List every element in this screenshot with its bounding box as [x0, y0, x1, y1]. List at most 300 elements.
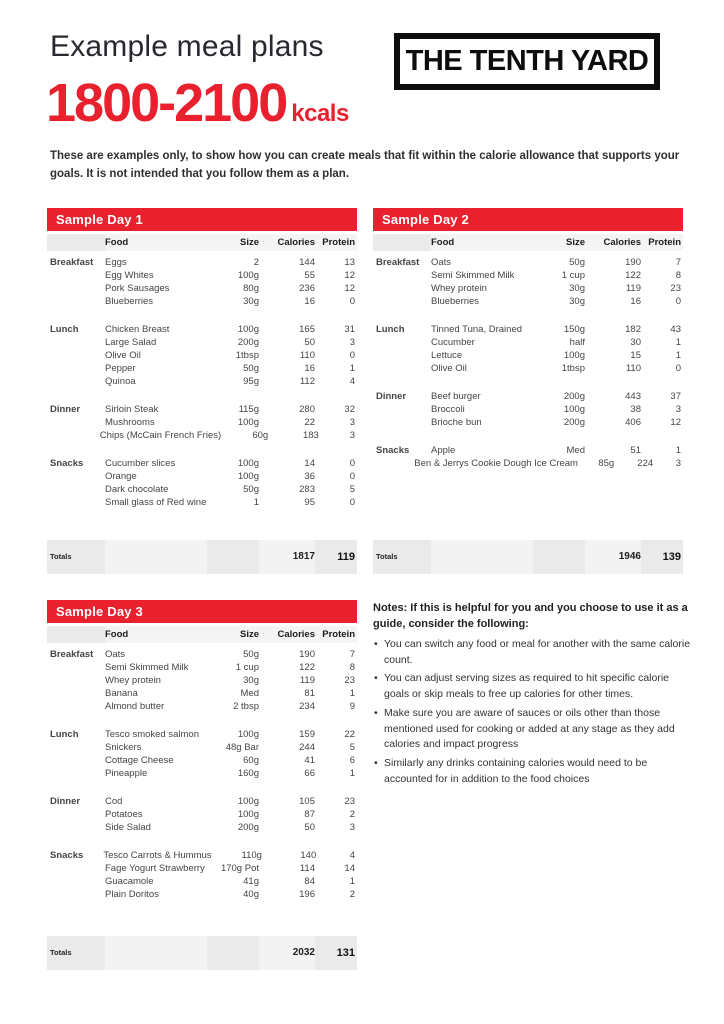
food-cell: Egg Whites: [105, 270, 154, 281]
protein-cell: 12: [344, 270, 355, 281]
calories-cell: 105: [299, 796, 315, 807]
table-row: [373, 282, 683, 295]
table-header-row: [373, 234, 683, 251]
calories-cell: 406: [625, 417, 641, 428]
meal-label: Snacks: [50, 458, 84, 469]
day-title: Sample Day 1: [56, 212, 143, 227]
table-row: [373, 390, 683, 403]
totals-row: [47, 936, 357, 970]
size-cell: 30g: [243, 675, 259, 686]
notes-list: [373, 637, 695, 788]
size-cell: Med: [240, 688, 259, 699]
table-row: [373, 323, 683, 336]
size-cell: 48g Bar: [225, 742, 259, 753]
food-cell: Semi Skimmed Milk: [105, 662, 189, 673]
protein-cell: 4: [349, 850, 355, 861]
food-cell: Whey protein: [105, 675, 161, 686]
meal-section: [373, 323, 683, 375]
sample-day-3-table: [47, 600, 357, 980]
table-row: [47, 754, 357, 767]
calories-cell: 110: [625, 363, 641, 374]
protein-cell: 7: [675, 257, 681, 268]
size-cell: 50g: [243, 649, 259, 660]
calories-cell: 22: [304, 417, 315, 428]
size-cell: 100g: [237, 796, 259, 807]
table-row: [47, 767, 357, 780]
food-cell: Olive Oil: [431, 363, 467, 374]
size-cell: 50g: [569, 257, 585, 268]
calories-cell: 55: [304, 270, 315, 281]
food-cell: Chicken Breast: [105, 324, 170, 335]
table-row: [47, 875, 357, 888]
calories-cell: 122: [299, 662, 315, 673]
food-cell: Quinoa: [105, 376, 136, 387]
protein-cell: 14: [344, 863, 355, 874]
table-row: [47, 728, 357, 741]
calories-cell: 244: [299, 742, 315, 753]
food-cell: Pineapple: [105, 768, 148, 779]
kcal-unit: kcals: [291, 100, 349, 127]
size-column-header: Size: [239, 237, 259, 248]
food-cell: Cucumber: [431, 337, 475, 348]
size-cell: 100g: [237, 417, 259, 428]
totals-spacer: [533, 540, 585, 574]
meal-label: Dinner: [50, 404, 81, 415]
meal-label: Breakfast: [50, 257, 94, 268]
size-cell: 30g: [569, 296, 585, 307]
size-cell: 1tbsp: [235, 350, 259, 361]
protein-cell: 13: [344, 257, 355, 268]
food-cell: Sirloin Steak: [105, 404, 159, 415]
sample-day-2-table: [373, 208, 683, 588]
protein-cell: 31: [344, 324, 355, 335]
meal-section: [47, 256, 357, 308]
protein-cell: 4: [349, 376, 355, 387]
meal-column-header: [47, 234, 105, 251]
totals-calories: 2032: [259, 936, 315, 970]
table-row: [47, 687, 357, 700]
totals-spacer: [207, 936, 259, 970]
protein-column-header: Protein: [648, 237, 681, 248]
protein-cell: 1: [349, 768, 355, 779]
day-title: Sample Day 2: [382, 212, 469, 227]
food-cell: Orange: [105, 471, 137, 482]
protein-cell: 2: [349, 889, 355, 900]
food-cell: Pork Sausages: [105, 283, 170, 294]
meal-section: [373, 444, 683, 470]
protein-cell: 37: [670, 391, 681, 402]
size-cell: 100g: [563, 404, 585, 415]
protein-cell: 9: [349, 701, 355, 712]
protein-cell: 23: [670, 283, 681, 294]
totals-protein: 139: [641, 540, 683, 574]
table-row: [47, 821, 357, 834]
food-cell: Side Salad: [105, 822, 151, 833]
table-row: [373, 336, 683, 349]
food-cell: Brioche bun: [431, 417, 482, 428]
food-cell: Oats: [431, 257, 452, 268]
size-cell: 100g: [237, 471, 259, 482]
calories-cell: 283: [299, 484, 315, 495]
table-row: [47, 282, 357, 295]
meal-section: [47, 728, 357, 780]
protein-cell: 22: [344, 729, 355, 740]
table-row: [47, 648, 357, 661]
protein-cell: 1: [349, 688, 355, 699]
meal-section: [47, 849, 357, 901]
protein-cell: 32: [344, 404, 355, 415]
calories-cell: 38: [630, 404, 641, 415]
food-cell: Oats: [105, 649, 126, 660]
protein-column-header: Protein: [322, 629, 355, 640]
protein-cell: 6: [349, 755, 355, 766]
size-cell: 2: [253, 257, 259, 268]
day-title-bar: [47, 208, 357, 231]
calories-cell: 112: [299, 376, 315, 387]
food-cell: Whey protein: [431, 283, 487, 294]
food-cell: Tesco Carrots & Hummus: [103, 850, 212, 861]
food-cell: Mushrooms: [105, 417, 155, 428]
food-cell: Blueberries: [431, 296, 480, 307]
sample-day-1-table: [47, 208, 357, 588]
food-cell: Semi Skimmed Milk: [431, 270, 515, 281]
table-row: [47, 674, 357, 687]
food-cell: Chips (McCain French Fries): [99, 430, 222, 441]
size-cell: 200g: [237, 822, 259, 833]
size-cell: 115g: [238, 404, 259, 415]
food-cell: Olive Oil: [105, 350, 141, 361]
meal-label: Lunch: [50, 324, 79, 335]
food-cell: Pepper: [105, 363, 136, 374]
protein-cell: 8: [675, 270, 681, 281]
table-row: [373, 349, 683, 362]
food-cell: Tesco smoked salmon: [105, 729, 199, 740]
food-cell: Snickers: [105, 742, 142, 753]
protein-cell: 1: [349, 363, 355, 374]
size-cell: 100g: [563, 350, 585, 361]
food-column-header: Food: [105, 237, 129, 248]
protein-cell: 23: [344, 675, 355, 686]
table-header-row: [47, 626, 357, 643]
protein-cell: 1: [675, 337, 681, 348]
meal-section: [47, 457, 357, 509]
calories-cell: 81: [304, 688, 315, 699]
size-cell: 2 tbsp: [233, 701, 259, 712]
meal-column-header: [47, 626, 105, 643]
food-cell: Large Salad: [105, 337, 157, 348]
calories-cell: 122: [625, 270, 641, 281]
table-row: [47, 496, 357, 509]
kcal-range: 1800-2100: [46, 73, 287, 133]
protein-cell: 43: [670, 324, 681, 335]
meal-label: Breakfast: [376, 257, 420, 268]
meal-label: Dinner: [50, 796, 81, 807]
calories-cell: 159: [299, 729, 315, 740]
food-cell: Cucumber slices: [105, 458, 176, 469]
calories-cell: 280: [299, 404, 315, 415]
totals-spacer: [105, 936, 207, 970]
size-cell: 200g: [563, 391, 585, 402]
table-row: [47, 323, 357, 336]
protein-cell: 23: [344, 796, 355, 807]
calories-cell: 190: [299, 649, 315, 660]
table-row: [47, 862, 357, 875]
totals-spacer: [207, 540, 259, 574]
food-cell: Blueberries: [105, 296, 154, 307]
totals-spacer: [105, 540, 207, 574]
table-row: [47, 349, 357, 362]
calories-cell: 196: [299, 889, 315, 900]
table-row: [47, 375, 357, 388]
size-cell: 80g: [243, 283, 259, 294]
note-bullet: • Make sure you are aware of sauces or oils other than those mentioned used for cooking or added at any stage as they add calories and impact progress: [373, 706, 695, 753]
table-row: [373, 362, 683, 375]
notes-section: [373, 601, 695, 791]
food-cell: Cottage Cheese: [105, 755, 174, 766]
protein-cell: 1: [675, 445, 681, 456]
meal-section: [373, 390, 683, 429]
calories-cell: 183: [302, 430, 319, 441]
food-cell: Tinned Tuna, Drained: [431, 324, 523, 335]
size-cell: 100g: [237, 270, 259, 281]
table-row: [373, 416, 683, 429]
table-row: [47, 808, 357, 821]
protein-cell: 5: [349, 484, 355, 495]
table-row: [47, 849, 357, 862]
calories-column-header: Calories: [277, 629, 315, 640]
food-cell: Small glass of Red wine: [105, 497, 207, 508]
calories-cell: 234: [299, 701, 315, 712]
calories-cell: 114: [299, 863, 315, 874]
protein-cell: 3: [349, 417, 355, 428]
size-cell: 100g: [237, 458, 259, 469]
size-cell: 1: [253, 497, 259, 508]
meal-section: [47, 795, 357, 834]
calories-cell: 66: [304, 768, 315, 779]
meal-label: Dinner: [376, 391, 407, 402]
calories-column-header: Calories: [277, 237, 315, 248]
calories-cell: 50: [304, 337, 315, 348]
day-title: Sample Day 3: [56, 604, 143, 619]
calories-cell: 84: [304, 876, 315, 887]
notes-heading: Notes: If this is helpful for you and you choose to use it as a guide, consider the following:: [373, 602, 688, 630]
size-column-header: Size: [239, 629, 259, 640]
table-row: [47, 700, 357, 713]
calories-cell: 119: [299, 675, 315, 686]
calories-cell: 110: [299, 350, 315, 361]
protein-cell: 12: [670, 417, 681, 428]
totals-protein: 119: [315, 540, 357, 574]
calories-cell: 16: [304, 296, 315, 307]
totals-row: [47, 540, 357, 574]
protein-cell: 3: [349, 430, 355, 441]
size-column-header: Size: [565, 237, 585, 248]
food-cell: Ben & Jerrys Cookie Dough Ice Cream: [414, 458, 578, 469]
calories-cell: 190: [625, 257, 641, 268]
totals-protein: 131: [315, 936, 357, 970]
food-cell: Apple: [431, 445, 456, 456]
size-cell: 160g: [237, 768, 259, 779]
food-cell: Beef burger: [431, 391, 481, 402]
totals-label: Totals: [373, 540, 431, 574]
size-cell: 50g: [243, 363, 259, 374]
table-row: [47, 429, 357, 442]
size-cell: 60g: [252, 430, 269, 441]
brand-logo: [394, 33, 660, 90]
calories-cell: 443: [625, 391, 641, 402]
calorie-range-heading: [46, 72, 349, 134]
food-cell: Fage Yogurt Strawberry: [105, 863, 205, 874]
meal-section: [47, 648, 357, 713]
calories-cell: 30: [630, 337, 641, 348]
day-title-bar: [47, 600, 357, 623]
table-row: [47, 269, 357, 282]
calories-cell: 14: [304, 458, 315, 469]
size-cell: 85g: [598, 458, 615, 469]
meal-section: [373, 256, 683, 308]
size-cell: half: [569, 337, 585, 348]
size-cell: 100g: [237, 324, 259, 335]
calories-cell: 182: [625, 324, 641, 335]
table-row: [373, 457, 683, 470]
food-cell: Potatoes: [105, 809, 143, 820]
calories-cell: 51: [630, 445, 641, 456]
totals-calories: 1946: [585, 540, 641, 574]
protein-cell: 1: [675, 350, 681, 361]
note-bullet: • Similarly any drinks containing calories would need to be accounted for in addition to the food choices: [373, 756, 695, 788]
protein-cell: 3: [349, 822, 355, 833]
meal-label: Lunch: [376, 324, 405, 335]
protein-cell: 1: [349, 876, 355, 887]
calories-cell: 50: [304, 822, 315, 833]
food-cell: Cod: [105, 796, 123, 807]
calories-cell: 36: [304, 471, 315, 482]
meal-label: Snacks: [376, 445, 410, 456]
calories-cell: 119: [625, 283, 641, 294]
table-row: [373, 444, 683, 457]
size-cell: 30g: [569, 283, 585, 294]
table-row: [47, 795, 357, 808]
calories-cell: 140: [300, 850, 317, 861]
note-bullet: • You can adjust serving sizes as required to hit specific calorie goals or skip meals to free up calories for other times.: [373, 671, 695, 703]
intro-text: These are examples only, to show how you can create meals that fit within the calorie allowance that supports your goals. It is not intended that you follow them as a plan.: [50, 150, 680, 180]
size-cell: 30g: [243, 296, 259, 307]
table-row: [47, 416, 357, 429]
table-row: [47, 470, 357, 483]
food-column-header: Food: [431, 237, 455, 248]
calories-cell: 95: [304, 497, 315, 508]
totals-label: Totals: [47, 540, 105, 574]
calories-cell: 16: [630, 296, 641, 307]
calories-cell: 236: [299, 283, 315, 294]
protein-cell: 3: [675, 458, 681, 469]
day-title-bar: [373, 208, 683, 231]
food-cell: Guacamole: [105, 876, 154, 887]
protein-cell: 3: [349, 337, 355, 348]
table-row: [47, 295, 357, 308]
size-cell: 150g: [563, 324, 585, 335]
size-cell: 110g: [241, 850, 262, 861]
size-cell: 100g: [237, 809, 259, 820]
totals-label: Totals: [47, 936, 105, 970]
totals-spacer: [431, 540, 533, 574]
table-header-row: [47, 234, 357, 251]
protein-cell: 0: [349, 458, 355, 469]
protein-column-header: Protein: [322, 237, 355, 248]
page-title: Example meal plans: [50, 30, 324, 63]
table-row: [373, 403, 683, 416]
size-cell: 1 cup: [561, 270, 585, 281]
size-cell: 1 cup: [235, 662, 259, 673]
totals-calories: 1817: [259, 540, 315, 574]
protein-cell: 7: [349, 649, 355, 660]
table-row: [47, 741, 357, 754]
meal-section: [47, 323, 357, 388]
food-cell: Plain Doritos: [105, 889, 159, 900]
protein-cell: 3: [675, 404, 681, 415]
size-cell: 200g: [563, 417, 585, 428]
protein-cell: 0: [675, 296, 681, 307]
calories-cell: 15: [630, 350, 641, 361]
size-cell: 100g: [237, 729, 259, 740]
table-row: [373, 295, 683, 308]
note-bullet: • You can switch any food or meal for another with the same calorie count.: [373, 637, 695, 669]
size-cell: 200g: [237, 337, 259, 348]
calories-cell: 224: [637, 458, 654, 469]
food-column-header: Food: [105, 629, 129, 640]
protein-cell: 0: [349, 497, 355, 508]
protein-cell: 0: [349, 471, 355, 482]
table-row: [47, 362, 357, 375]
size-cell: 95g: [243, 376, 259, 387]
meal-section: [47, 403, 357, 442]
protein-cell: 0: [349, 296, 355, 307]
size-cell: Med: [566, 445, 585, 456]
size-cell: 1tbsp: [561, 363, 585, 374]
calories-cell: 41: [304, 755, 315, 766]
size-cell: 40g: [243, 889, 259, 900]
food-cell: Banana: [105, 688, 138, 699]
calories-column-header: Calories: [603, 237, 641, 248]
meal-column-header: [373, 234, 431, 251]
protein-cell: 0: [349, 350, 355, 361]
calories-cell: 87: [304, 809, 315, 820]
food-cell: Eggs: [105, 257, 127, 268]
calories-cell: 144: [299, 257, 315, 268]
size-cell: 170g Pot: [220, 863, 259, 874]
protein-cell: 8: [349, 662, 355, 673]
totals-row: [373, 540, 683, 574]
table-row: [47, 403, 357, 416]
meal-label: Snacks: [50, 850, 84, 861]
table-row: [373, 269, 683, 282]
table-row: [47, 661, 357, 674]
calories-cell: 16: [304, 363, 315, 374]
table-row: [47, 483, 357, 496]
table-row: [47, 457, 357, 470]
protein-cell: 5: [349, 742, 355, 753]
table-row: [47, 888, 357, 901]
protein-cell: 0: [675, 363, 681, 374]
size-cell: 41g: [243, 876, 259, 887]
protein-cell: 12: [344, 283, 355, 294]
table-row: [47, 336, 357, 349]
size-cell: 60g: [243, 755, 259, 766]
food-cell: Broccoli: [431, 404, 465, 415]
meal-label: Breakfast: [50, 649, 94, 660]
protein-cell: 2: [349, 809, 355, 820]
table-row: [373, 256, 683, 269]
